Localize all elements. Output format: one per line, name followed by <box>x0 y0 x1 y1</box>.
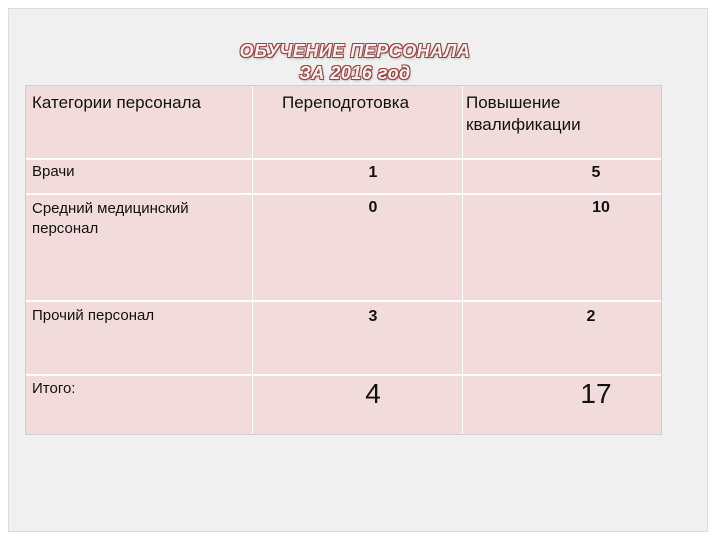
table-row-category: Средний медицинский персонал <box>32 200 189 237</box>
table-row-retraining-value: 0 <box>368 199 378 216</box>
table-row-category: Итого: <box>32 380 76 397</box>
table-row-category: Прочий персонал <box>32 307 155 324</box>
row-divider <box>26 193 661 195</box>
header-retraining: Переподготовка <box>282 93 410 112</box>
slide-title-line-1: ОБУЧЕНИЕ ПЕРСОНАЛА <box>239 41 471 61</box>
column-divider <box>252 86 253 434</box>
row-divider <box>26 158 661 160</box>
header-category: Категории персонала <box>32 93 201 112</box>
table-row-retraining-total: 4 <box>365 378 381 409</box>
column-divider <box>462 86 463 434</box>
table-row-advanced-value: 2 <box>586 308 596 325</box>
table-row-advanced-total: 17 <box>580 378 612 409</box>
table-row-retraining-value: 1 <box>368 164 378 181</box>
slide-title-line-2: ЗА 2016 год <box>299 63 411 83</box>
table-row-advanced-value: 10 <box>592 199 610 216</box>
table-row-category: Врачи <box>32 163 75 180</box>
training-table <box>25 85 662 435</box>
row-divider <box>26 300 661 302</box>
table-row-retraining-value: 3 <box>368 308 378 325</box>
table-row-advanced-value: 5 <box>591 164 601 181</box>
header-advanced-training: Повышение квалификации <box>466 93 581 134</box>
row-divider <box>26 374 661 376</box>
